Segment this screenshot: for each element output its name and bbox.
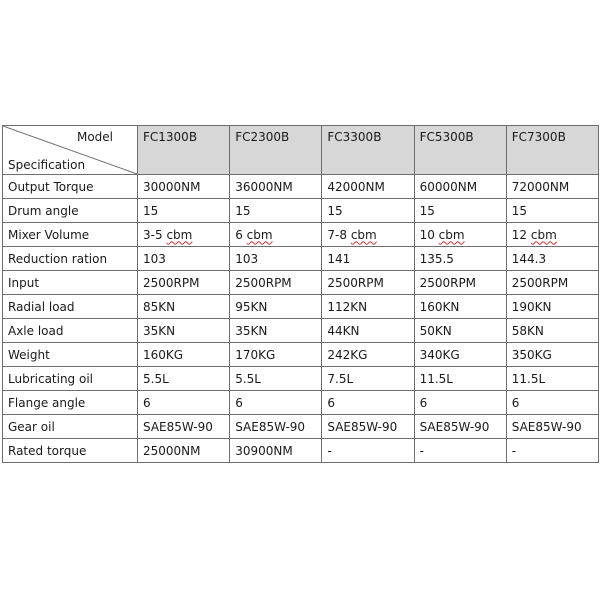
table-cell: 103 — [138, 247, 230, 271]
table-cell: 58KN — [506, 319, 598, 343]
table-cell: 35KN — [138, 319, 230, 343]
table-row — [3, 247, 599, 271]
model-header-cell: FC2300B — [230, 126, 322, 175]
model-header-cell: FC7300B — [506, 126, 598, 175]
table-cell: 15 — [506, 199, 598, 223]
table-cell: 44KN — [322, 319, 414, 343]
row-label: Input — [3, 271, 138, 295]
table-cell: SAE85W-90 — [230, 415, 322, 439]
row-label: Axle load — [3, 319, 138, 343]
table-cell — [506, 223, 598, 247]
cell-value: 7-8 — [327, 227, 347, 242]
table-row — [3, 175, 599, 199]
table-cell: 160KG — [138, 343, 230, 367]
row-label: Rated torque — [3, 439, 138, 463]
table-cell: 350KG — [506, 343, 598, 367]
table-cell: 103 — [230, 247, 322, 271]
spec-table — [2, 125, 599, 463]
unit-label: cbm — [438, 227, 465, 242]
table-cell: SAE85W-90 — [506, 415, 598, 439]
table-cell: - — [322, 439, 414, 463]
header-row — [3, 126, 599, 175]
table-cell: SAE85W-90 — [414, 415, 506, 439]
table-cell: 36000NM — [230, 175, 322, 199]
corner-header-cell — [3, 126, 138, 175]
table-cell: - — [414, 439, 506, 463]
table-cell: 6 — [230, 391, 322, 415]
unit-label: cbm — [530, 227, 557, 242]
table-cell: 190KN — [506, 295, 598, 319]
unit-label: cbm — [350, 227, 377, 242]
table-cell: 15 — [414, 199, 506, 223]
row-label: Drum angle — [3, 199, 138, 223]
table-cell: 135.5 — [414, 247, 506, 271]
table-cell: 95KN — [230, 295, 322, 319]
table-cell: 85KN — [138, 295, 230, 319]
cell-value: 3-5 — [143, 227, 163, 242]
table-row — [3, 319, 599, 343]
table-cell — [322, 223, 414, 247]
table-cell: 2500RPM — [322, 271, 414, 295]
table-row — [3, 439, 599, 463]
table-cell: 6 — [506, 391, 598, 415]
table-cell: 2500RPM — [230, 271, 322, 295]
row-label: Flange angle — [3, 391, 138, 415]
table-cell: 15 — [230, 199, 322, 223]
table-cell: SAE85W-90 — [138, 415, 230, 439]
table-cell: 6 — [414, 391, 506, 415]
table-cell: 42000NM — [322, 175, 414, 199]
table-row — [3, 415, 599, 439]
table-cell: 30000NM — [138, 175, 230, 199]
row-label: Radial load — [3, 295, 138, 319]
table-cell: 2500RPM — [414, 271, 506, 295]
table-cell: 7.5L — [322, 367, 414, 391]
table-cell: 2500RPM — [506, 271, 598, 295]
table-cell: 2500RPM — [138, 271, 230, 295]
table-row — [3, 199, 599, 223]
table-row — [3, 343, 599, 367]
table-cell: 15 — [322, 199, 414, 223]
row-label: Gear oil — [3, 415, 138, 439]
table-row — [3, 391, 599, 415]
table-cell: 30900NM — [230, 439, 322, 463]
table-cell: 50KN — [414, 319, 506, 343]
table-cell: 5.5L — [230, 367, 322, 391]
table-row — [3, 295, 599, 319]
table-row — [3, 367, 599, 391]
table-cell: 11.5L — [506, 367, 598, 391]
table-cell: 6 — [138, 391, 230, 415]
table-cell: 11.5L — [414, 367, 506, 391]
table-cell — [230, 223, 322, 247]
table-cell: 72000NM — [506, 175, 598, 199]
table-cell: 112KN — [322, 295, 414, 319]
unit-label: cbm — [246, 227, 273, 242]
row-label: Reduction ration — [3, 247, 138, 271]
table-cell: 242KG — [322, 343, 414, 367]
table-cell: 5.5L — [138, 367, 230, 391]
row-label: Weight — [3, 343, 138, 367]
table-row — [3, 223, 599, 247]
corner-model-label: Model — [76, 130, 113, 144]
table-cell: 340KG — [414, 343, 506, 367]
row-label: Output Torque — [3, 175, 138, 199]
table-cell: 25000NM — [138, 439, 230, 463]
model-header-cell: FC5300B — [414, 126, 506, 175]
cell-value: 10 — [419, 227, 435, 242]
table-cell: 35KN — [230, 319, 322, 343]
cell-value: 12 — [511, 227, 528, 242]
table-cell: 6 — [322, 391, 414, 415]
table-cell: 141 — [322, 247, 414, 271]
table-cell: 144.3 — [506, 247, 598, 271]
table-cell: - — [506, 439, 598, 463]
corner-specification-label: Specification — [8, 158, 86, 172]
row-label: Lubricating oil — [3, 367, 138, 391]
table-row — [3, 271, 599, 295]
table-cell: 60000NM — [414, 175, 506, 199]
cell-value: 6 — [235, 227, 243, 242]
table-cell: 170KG — [230, 343, 322, 367]
table-cell: 15 — [138, 199, 230, 223]
table-cell — [138, 223, 230, 247]
table-cell — [414, 223, 506, 247]
table-cell: SAE85W-90 — [322, 415, 414, 439]
model-header-cell: FC3300B — [322, 126, 414, 175]
unit-label: cbm — [166, 227, 193, 242]
model-header-cell: FC1300B — [138, 126, 230, 175]
table-cell: 160KN — [414, 295, 506, 319]
row-label: Mixer Volume — [3, 223, 138, 247]
